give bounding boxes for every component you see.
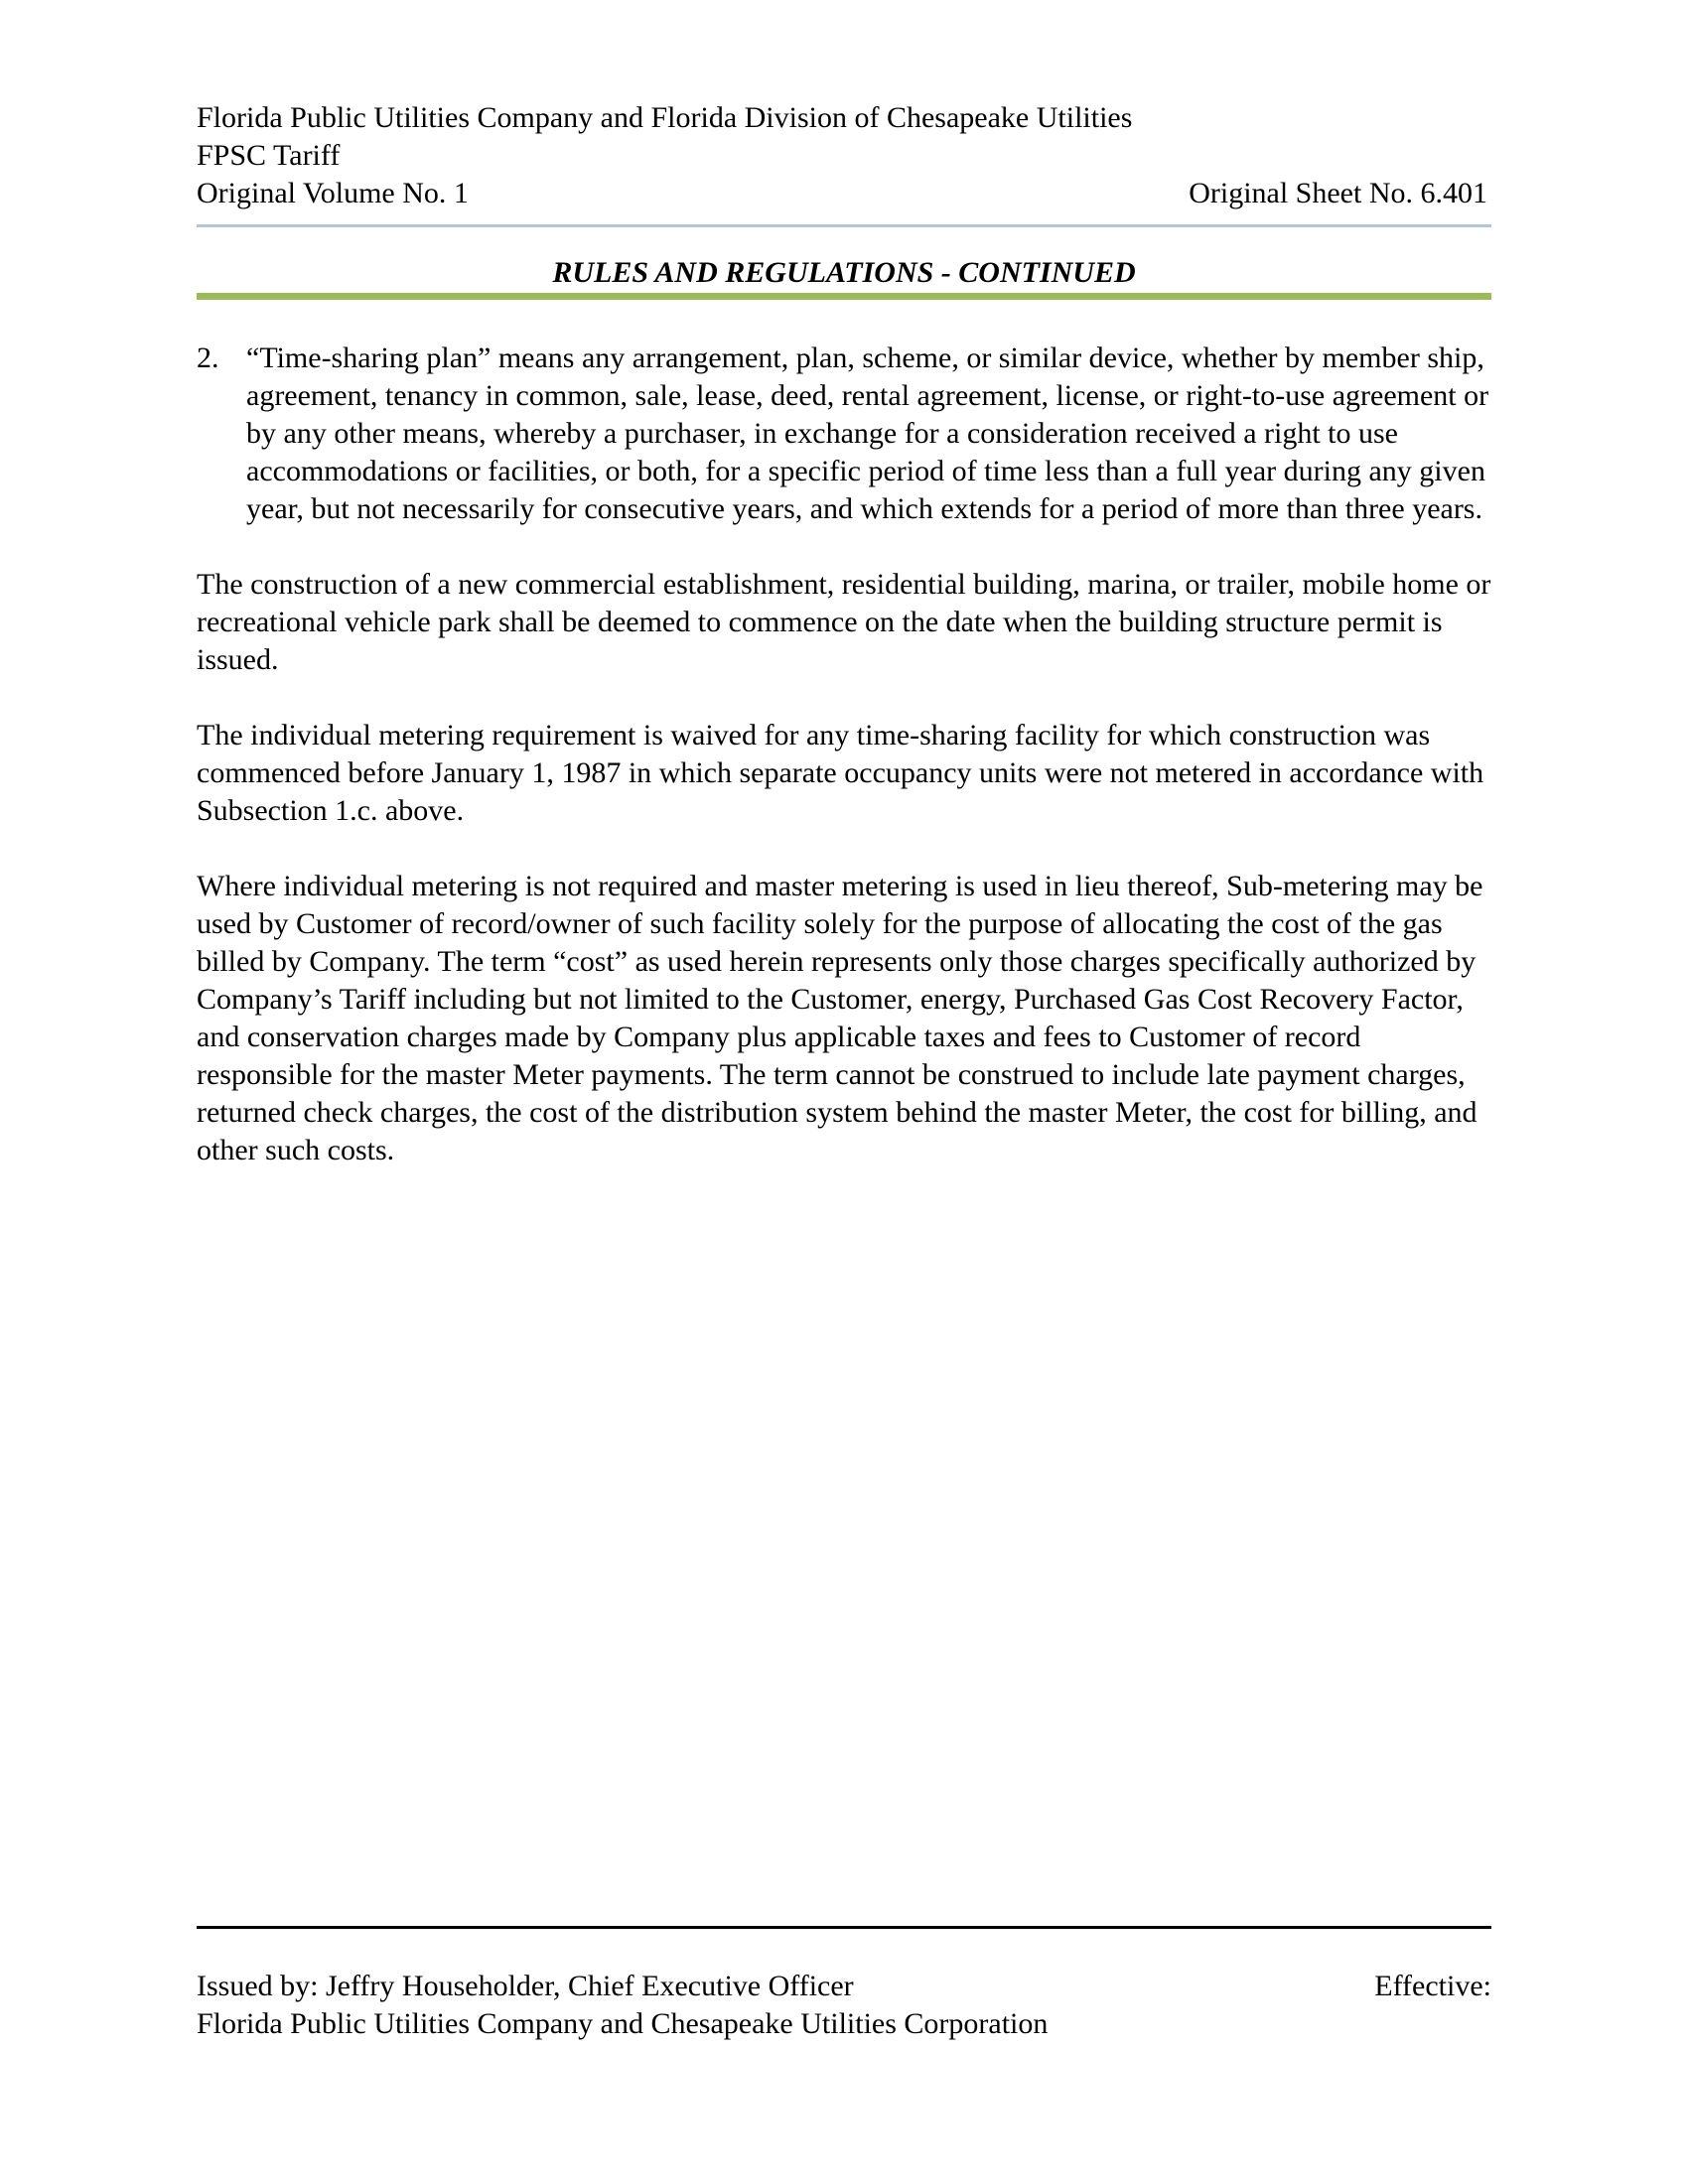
header-tariff: FPSC Tariff <box>197 139 341 172</box>
list-item-text: “Time-sharing plan” means any arrangement, plan, scheme, or similar device, whether by member ship, agreement, tenancy in common, sale, lease, deed, rental agreement, license, or right-to-use agreement or by any other means, whereby a purchaser, in exchange for a consideration received a right to use accommodations or facilities, or both, for a specific period of time less than a full year during any given year, but not necessarily for consecutive years, and which extends for a period of more than three years. <box>246 341 1489 525</box>
section-title: RULES AND REGULATIONS - CONTINUED <box>552 256 1136 289</box>
list-item-2 <box>197 340 1497 528</box>
header-volume: Original Volume No. 1 <box>197 177 469 209</box>
footer-effective: Effective: <box>1374 1970 1491 2002</box>
page-header <box>197 99 1487 212</box>
footer-issued-row <box>197 1968 1491 2005</box>
header-sheet-number: Original Sheet No. 6.401 <box>1189 177 1487 209</box>
document-body <box>197 340 1497 1207</box>
page-footer <box>197 1968 1491 2043</box>
paragraph-construction: The construction of a new commercial establishment, residential building, marina, or trailer, mobile home or recreational vehicle park shall be deemed to commence on the date when the building structure permit is issued. <box>197 568 1491 676</box>
header-volume-row <box>197 175 1487 212</box>
footer-company: Florida Public Utilities Company and Chesapeake Utilities Corporation <box>197 2007 1049 2040</box>
paragraph-metering-waiver: The individual metering requirement is waived for any time-sharing facility for which construction was commenced before January 1, 1987 in which separate occupancy units were not metered in accordance with Subsection 1.c. above. <box>197 719 1484 827</box>
list-item-number: 2. <box>197 341 219 374</box>
paragraph-sub-metering: Where individual metering is not required and master metering is used in lieu thereof, Sub-metering may be used by Customer of record/owner of such facility solely for the purpose of allocating the cost of the gas billed by Company. The term “cost” as used herein represents only those charges specifically authorized by Company’s Tariff including but not limited to the Customer, energy, Purchased Gas Cost Recovery Factor, and conservation charges made by Company plus applicable taxes and fees to Customer of record responsible for the master Meter payments. The term cannot be construed to include late payment charges, returned check charges, the cost of the distribution system behind the master Meter, the cost for billing, and other such costs. <box>197 870 1483 1166</box>
footer-issued-by: Issued by: Jeffry Householder, Chief Executive Officer <box>197 1970 854 2002</box>
title-divider <box>197 293 1491 300</box>
header-company: Florida Public Utilities Company and Florida Division of Chesapeake Utilities <box>197 101 1133 134</box>
footer-divider <box>197 1926 1491 1929</box>
header-divider <box>197 224 1491 227</box>
